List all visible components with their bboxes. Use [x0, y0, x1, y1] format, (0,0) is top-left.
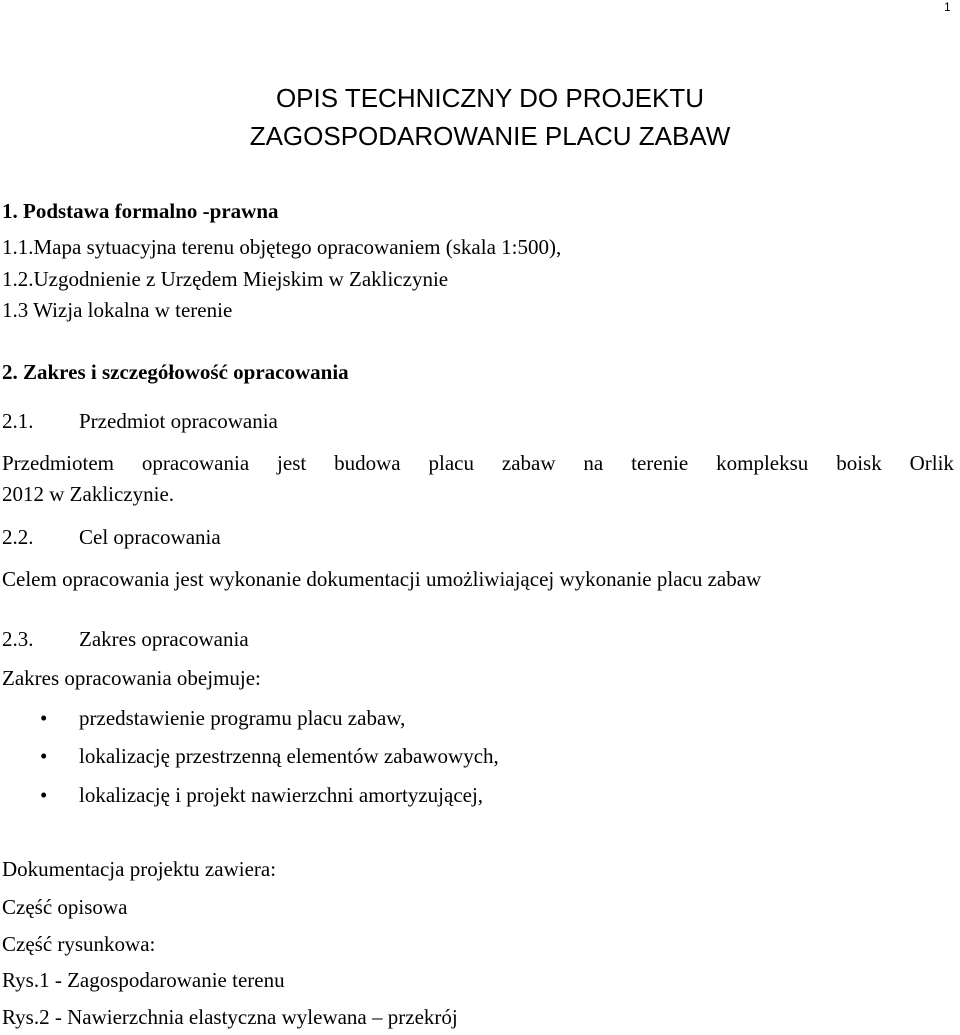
subsection-2-1-text-line-2: 2012 w Zakliczynie.: [2, 482, 175, 506]
drawing-item: Rys.1 - Zagospodarowanie terenu: [2, 968, 285, 992]
drawing-item: Rys.2 - Nawierzchnia elastyczna wylewana – przekrój: [2, 1005, 458, 1029]
word: zabaw: [501, 451, 556, 475]
word: terenie: [631, 451, 689, 475]
subsection-title: Zakres opracowania: [79, 627, 249, 651]
documentation-heading: Dokumentacja projektu zawiera:: [2, 857, 277, 881]
word: budowa: [334, 451, 401, 475]
subsection-number: 2.1.: [2, 409, 34, 433]
subsection-title: Cel opracowania: [79, 525, 221, 549]
section-1-item: 1.2.Uzgodnienie z Urzędem Miejskim w Zakliczynie: [2, 267, 449, 291]
subsection-2-3-heading: [2, 626, 249, 652]
subsection-2-1-text-line-1: [2, 450, 954, 476]
word: Orlik: [909, 451, 954, 475]
bullet-item: przedstawienie programu placu zabaw,: [79, 706, 406, 730]
subsection-number: 2.3.: [2, 627, 34, 651]
bullet-item: lokalizację przestrzenną elementów zabawowych,: [79, 744, 499, 768]
word: kompleksu: [716, 451, 809, 475]
word: na: [583, 451, 604, 475]
section-2-heading: 2. Zakres i szczegółowość opracowania: [2, 360, 349, 384]
page-number: 1: [944, 0, 951, 14]
documentation-part-drawings: Część rysunkowa:: [2, 932, 156, 956]
documentation-part-descriptive: Część opisowa: [2, 895, 128, 919]
subsection-2-1-heading: [2, 408, 278, 434]
bullet-icon: •: [40, 706, 48, 730]
bullet-icon: •: [40, 783, 48, 807]
subsection-number: 2.2.: [2, 525, 34, 549]
subsection-title: Przedmiot opracowania: [79, 409, 278, 433]
bullet-item: lokalizację i projekt nawierzchni amortyzującej,: [79, 783, 484, 807]
subsection-2-3-intro: Zakres opracowania obejmuje:: [2, 666, 261, 690]
word: boisk: [836, 451, 882, 475]
subsection-2-2-text: Celem opracowania jest wykonanie dokumentacji umożliwiającej wykonanie placu zabaw: [2, 567, 762, 591]
section-1-item: 1.3 Wizja lokalna w terenie: [2, 298, 233, 322]
word: jest: [277, 451, 307, 475]
subsection-2-2-heading: [2, 524, 221, 550]
document-title-line-1: OPIS TECHNICZNY DO PROJEKTU: [275, 83, 705, 113]
word: placu: [428, 451, 474, 475]
bullet-icon: •: [40, 744, 48, 768]
section-1-item: 1.1.Mapa sytuacyjna terenu objętego opracowaniem (skala 1:500),: [2, 235, 562, 259]
document-title-line-2: ZAGOSPODAROWANIE PLACU ZABAW: [249, 121, 731, 151]
section-1-heading: 1. Podstawa formalno -prawna: [2, 199, 279, 223]
word: opracowania: [141, 451, 250, 475]
word: Przedmiotem: [2, 451, 114, 475]
